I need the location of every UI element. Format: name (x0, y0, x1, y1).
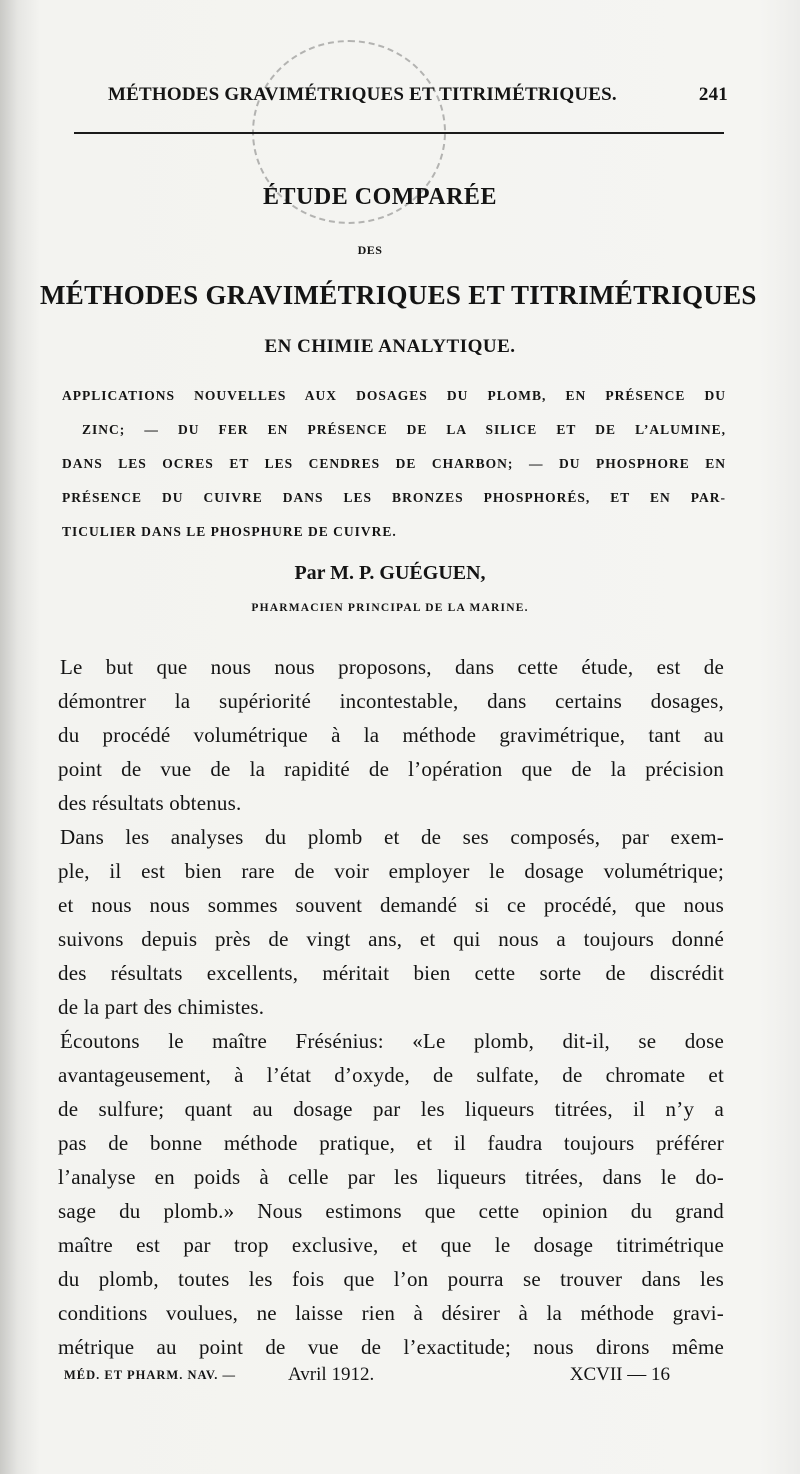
body-line: du procédé volumétrique à la méthode gravimétrique, tant au (58, 723, 724, 747)
title-line-1: ÉTUDE COMPARÉE (263, 184, 497, 210)
summary-line: TICULIER DANS LE PHOSPHURE DE CUIVRE. (62, 524, 397, 539)
body-line: Le but que nous nous proposons, dans cette étude, est de (60, 655, 724, 679)
author-name: Par M. P. GUÉGUEN, (294, 562, 486, 584)
summary-line: APPLICATIONS NOUVELLES AUX DOSAGES DU PLOMB, EN PRÉSENCE DU (62, 388, 726, 403)
body-line: de sulfure; quant au dosage par les liqueurs titrées, il n’y a (58, 1097, 724, 1121)
body-line: de la part des chimistes. (58, 995, 265, 1019)
footer-journal: MÉD. ET PHARM. NAV. — (64, 1368, 237, 1382)
main-title: MÉTHODES GRAVIMÉTRIQUES ET TITRIMÉTRIQUES (40, 280, 757, 310)
body-line: ple, il est bien rare de voir employer le dosage volumétrique; (58, 859, 724, 883)
body-line: des résultats obtenus. (58, 791, 242, 815)
summary-line: ZINC; — DU FER EN PRÉSENCE DE LA SILICE ET DE L’ALUMINE, (82, 422, 726, 437)
footer-date: Avril 1912. (288, 1364, 375, 1385)
body-line: conditions voulues, ne laisse rien à désirer à la méthode gravi- (58, 1301, 724, 1325)
running-head (108, 84, 728, 112)
body-line: avantageusement, à l’état d’oxyde, de sulfate, de chromate et (58, 1063, 724, 1087)
body-line: suivons depuis près de vingt ans, et qui nous a toujours donné (58, 927, 724, 951)
body-line: métrique au point de vue de l’exactitude; nous dirons même (58, 1335, 724, 1359)
body-line: du plomb, toutes les fois que l’on pourra se trouver dans les (58, 1267, 724, 1291)
body-line: des résultats excellents, méritait bien cette sorte de discrédit (58, 961, 724, 985)
title-line-2: DES (357, 243, 383, 257)
page-number: 241 (698, 84, 728, 105)
subtitle: EN CHIMIE ANALYTIQUE. (264, 336, 516, 357)
body-line: démontrer la supériorité incontestable, dans certains dosages, (58, 689, 724, 713)
body-text (58, 650, 724, 1364)
running-head-title: MÉTHODES GRAVIMÉTRIQUES ET TITRIMÉTRIQUES. (108, 84, 617, 105)
body-line: pas de bonne méthode pratique, et il faudra toujours préférer (58, 1131, 724, 1155)
applications-summary (62, 384, 726, 554)
page-footer (64, 1366, 670, 1396)
header-rule (74, 132, 724, 134)
summary-line: PRÉSENCE DU CUIVRE DANS LES BRONZES PHOSPHORÉS, ET EN PAR- (62, 490, 726, 505)
body-line: maître est par trop exclusive, et que le dosage titrimétrique (58, 1233, 724, 1257)
body-line: Dans les analyses du plomb et de ses composés, par exem- (60, 825, 724, 849)
body-line: sage du plomb.» Nous estimons que cette opinion du grand (58, 1199, 724, 1223)
author-affiliation: PHARMACIEN PRINCIPAL DE LA MARINE. (251, 602, 529, 614)
summary-line: DANS LES OCRES ET LES CENDRES DE CHARBON; — DU PHOSPHORE EN (62, 456, 726, 471)
body-line: point de vue de la rapidité de l’opération que de la précision (58, 757, 724, 781)
body-line: et nous nous sommes souvent demandé si ce procédé, que nous (58, 893, 724, 917)
footer-signature: XCVII — 16 (569, 1364, 670, 1385)
body-line: Écoutons le maître Frésénius: «Le plomb, dit-il, se dose (60, 1029, 724, 1053)
body-line: l’analyse en poids à celle par les liqueurs titrées, dans le do- (58, 1165, 724, 1189)
